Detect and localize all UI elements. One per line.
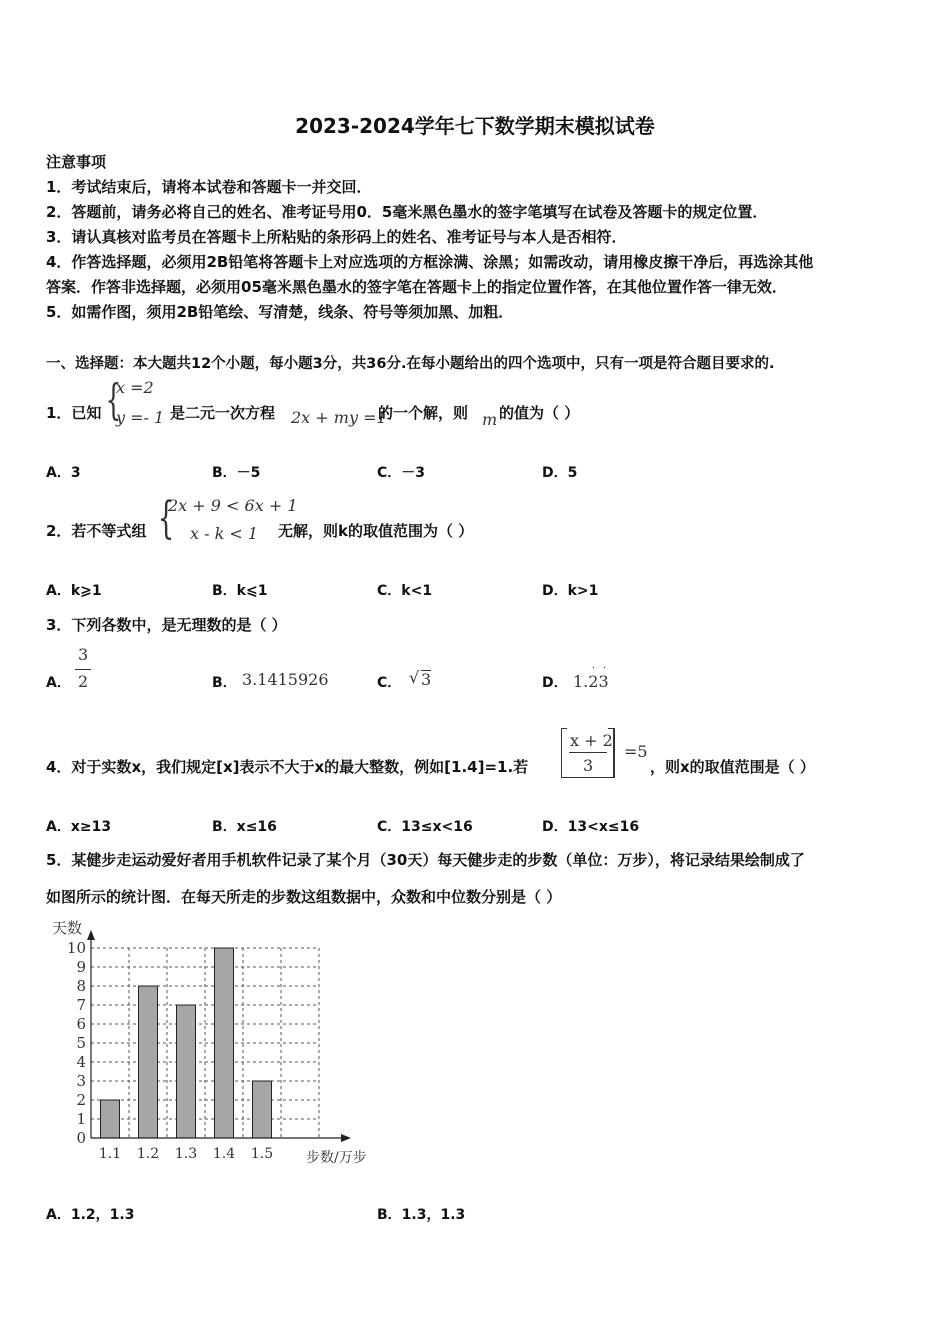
q1-text: 的值为（ ） bbox=[499, 404, 580, 422]
q4-option-b: B．x≤16 bbox=[212, 819, 277, 835]
notice-item: 4．作答选择题，必须用2B铅笔将答题卡上对应选项的方框涂满、涂黑；如需改动，请用橡皮擦干净后，再选涂其他 bbox=[46, 253, 814, 271]
q3-repeating-dot: · bbox=[603, 663, 607, 674]
bar-1.2 bbox=[139, 986, 158, 1138]
y-tick-label: 1 bbox=[76, 1110, 86, 1128]
x-axis-arrow bbox=[341, 1134, 351, 1142]
q1-option-c: C．－3 bbox=[377, 465, 426, 481]
q3-repeating-dot: · bbox=[592, 663, 596, 674]
q4-option-c: C．13≤x<16 bbox=[377, 819, 473, 835]
q1-prefix: 1．已知 bbox=[46, 404, 102, 422]
q4-option-d: D．13<x≤16 bbox=[542, 819, 640, 835]
q1-option-a: A．3 bbox=[46, 465, 81, 481]
bar-1.4 bbox=[215, 948, 234, 1138]
q1-text: 是二元一次方程 bbox=[170, 404, 276, 422]
q1-system-row: y =- 1 bbox=[116, 408, 165, 427]
page-title: 2023-2024学年七下数学期末模拟试卷 bbox=[295, 114, 655, 138]
notice-item: 5．如需作图，须用2B铅笔绘、写清楚，线条、符号等须加黑、加粗． bbox=[46, 303, 514, 321]
notice-heading: 注意事项 bbox=[46, 153, 107, 171]
q3-option-d-label: D． bbox=[542, 675, 568, 691]
q1-equation: 2x + my =1 bbox=[291, 408, 387, 427]
x-axis-label: 步数/万步 bbox=[306, 1150, 367, 1166]
x-tick-label: 1.2 bbox=[136, 1146, 160, 1162]
q3-option-a-numerator: 3 bbox=[78, 645, 89, 664]
y-tick-labels bbox=[67, 939, 86, 1147]
chart-grid bbox=[91, 948, 319, 1138]
y-tick-label: 3 bbox=[76, 1072, 86, 1090]
q3-option-a-denominator: 2 bbox=[78, 672, 89, 691]
q3-text: 3．下列各数中，是无理数的是（ ） bbox=[46, 616, 287, 634]
y-tick-label: 2 bbox=[76, 1091, 86, 1109]
q2-text: 无解，则k的取值范围为（ ） bbox=[278, 522, 474, 540]
notice-item: 3．请认真核对监考员在答题卡上所粘贴的条形码上的姓名、准考证号与本人是否相符． bbox=[46, 228, 627, 246]
q5-text: 5．某健步走运动爱好者用手机软件记录了某个月（30天）每天健步走的步数（单位：万步），将记录结果绘制成了 bbox=[46, 851, 805, 869]
x-tick-labels bbox=[99, 1146, 273, 1162]
q3-option-b-value: 3.1415926 bbox=[242, 670, 329, 689]
y-tick-label: 0 bbox=[76, 1129, 86, 1147]
q4-fraction-numerator: x + 2 bbox=[570, 731, 613, 750]
bar-chart bbox=[40, 915, 400, 1175]
q3-fraction-bar bbox=[75, 669, 91, 670]
y-tick-label: 4 bbox=[76, 1053, 86, 1071]
q2-option-a: A．k⩾1 bbox=[46, 583, 102, 599]
y-tick-label: 8 bbox=[76, 977, 86, 995]
q2-option-d: D．k>1 bbox=[542, 583, 599, 599]
q3-option-c-label: C． bbox=[377, 675, 402, 691]
y-tick-label: 7 bbox=[76, 996, 86, 1014]
bar-1.1 bbox=[101, 1100, 120, 1138]
q4-equals: =5 bbox=[624, 742, 648, 761]
q1-option-b: B．－5 bbox=[212, 465, 261, 481]
x-tick-label: 1.4 bbox=[212, 1146, 236, 1162]
q1-text: 的一个解，则 bbox=[378, 404, 469, 422]
q5-text: 如图所示的统计图．在每天所走的步数这组数据中，众数和中位数分别是（ ） bbox=[46, 888, 562, 906]
q3-option-c-radical: √ bbox=[409, 668, 420, 687]
q4-fraction-bar bbox=[569, 752, 607, 753]
q2-option-b: B．k⩽1 bbox=[212, 583, 268, 599]
q3-option-c-radicand: 3 bbox=[421, 670, 432, 689]
q4-prefix: 4．对于实数x，我们规定[x]表示不大于x的最大整数，例如[1.4]=1.若 bbox=[46, 758, 529, 776]
x-tick-label: 1.5 bbox=[250, 1146, 274, 1162]
notice-item: 1．考试结束后，请将本试卷和答题卡一并交回． bbox=[46, 178, 372, 196]
q4-option-a: A．x≥13 bbox=[46, 819, 112, 835]
notice-item: 2．答题前，请务必将自己的姓名、准考证号用0．5毫米黑色墨水的签字笔填写在试卷及答题卡的规定位置． bbox=[46, 203, 768, 221]
y-axis-arrow bbox=[87, 930, 95, 940]
q1-system-row: x =2 bbox=[116, 378, 154, 397]
q2-system-row: 2x + 9 < 6x + 1 bbox=[168, 496, 298, 515]
q4-fraction-denominator: 3 bbox=[583, 756, 594, 775]
q4-left-bracket bbox=[561, 728, 567, 778]
q1-brace: { bbox=[105, 375, 122, 424]
q2-prefix: 2．若不等式组 bbox=[46, 522, 147, 540]
y-tick-label: 9 bbox=[76, 958, 86, 976]
bar-1.5 bbox=[253, 1081, 272, 1138]
q3-option-a-label: A． bbox=[46, 675, 71, 691]
chart-bars bbox=[101, 948, 272, 1138]
q2-brace: { bbox=[157, 493, 175, 544]
x-tick-label: 1.3 bbox=[174, 1146, 198, 1162]
q5-option-a: A．1.2，1.3 bbox=[46, 1207, 135, 1223]
y-tick-label: 5 bbox=[76, 1034, 86, 1052]
q2-option-c: C．k<1 bbox=[377, 583, 433, 599]
notice-item: 答案．作答非选择题，必须用05毫米黑色墨水的签字笔在答题卡上的指定位置作答，在其他位置作答一律无效． bbox=[46, 278, 787, 296]
q4-text: ，则x的取值范围是（ ） bbox=[650, 758, 815, 776]
bar-1.3 bbox=[177, 1005, 196, 1138]
q1-variable: m bbox=[482, 410, 498, 429]
y-tick-label: 10 bbox=[66, 939, 86, 957]
q5-option-b: B．1.3，1.3 bbox=[377, 1207, 466, 1223]
section-heading: 一、选择题：本大题共12个小题，每小题3分，共36分.在每小题给出的四个选项中，只有一项是符合题目要求的. bbox=[46, 356, 775, 372]
q3-option-d-value: 1.23 bbox=[573, 672, 609, 691]
q3-option-b-label: B． bbox=[212, 675, 237, 691]
x-tick-label: 1.1 bbox=[98, 1146, 122, 1162]
y-tick-label: 6 bbox=[76, 1015, 86, 1033]
q2-system-row: x - k < 1 bbox=[190, 524, 259, 543]
y-axis-label: 天数 bbox=[52, 919, 83, 937]
q1-option-d: D．5 bbox=[542, 465, 578, 481]
